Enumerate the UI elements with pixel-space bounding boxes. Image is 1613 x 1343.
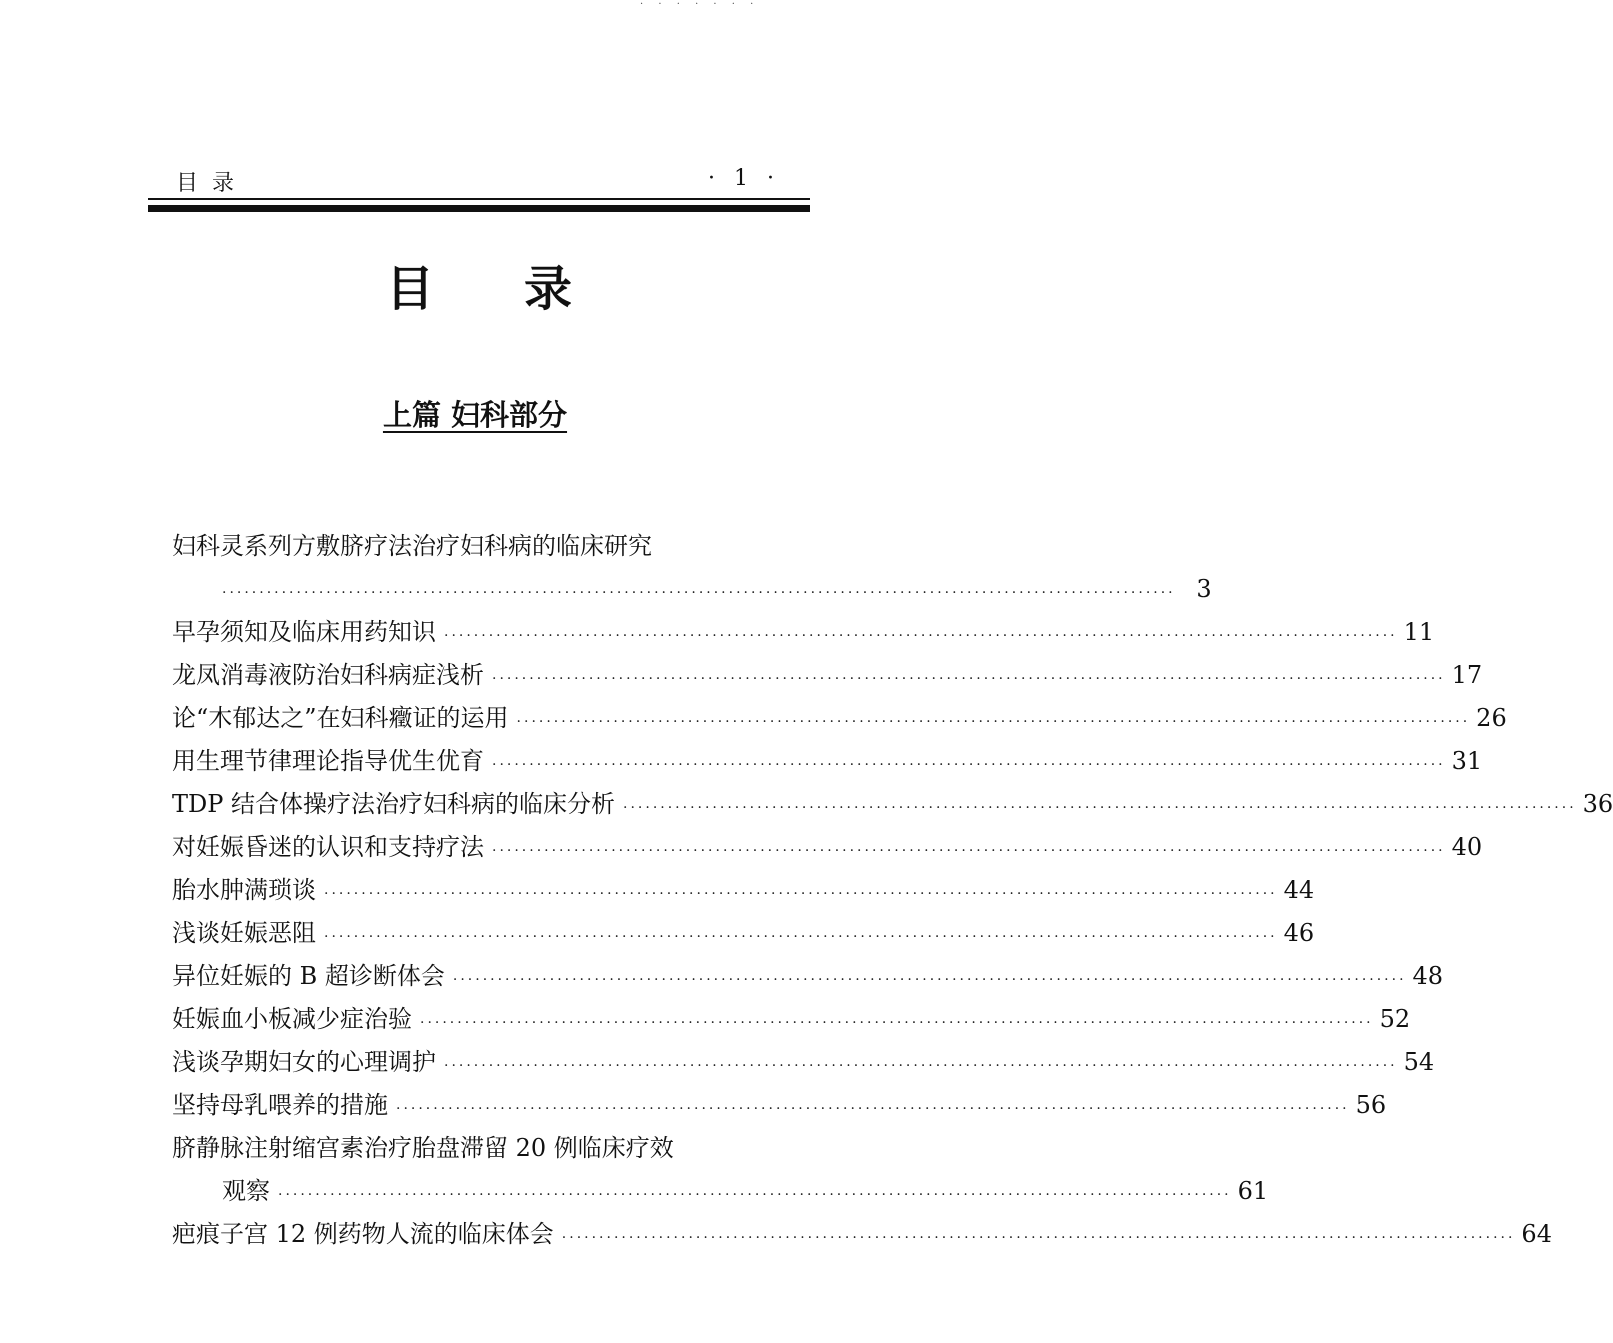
toc-entry-title: TDP 结合体操疗法治疗妇科病的临床分析 <box>172 790 616 818</box>
toc-entry <box>172 1127 810 1170</box>
toc-leader-dots: ································································································································ <box>516 714 1471 730</box>
toc-entry <box>172 783 1613 826</box>
toc-entry-page: 56 <box>1355 1091 1387 1119</box>
toc-entry-page: 52 <box>1379 1005 1411 1033</box>
toc-entry <box>172 912 1315 955</box>
toc-entry-page: 26 <box>1476 704 1507 732</box>
toc-leader-dots: ································································································································ <box>452 972 1407 988</box>
toc-entry-continuation <box>172 568 1212 611</box>
toc-entry-title-continuation: 观察 <box>222 1177 270 1205</box>
toc-entry-page: 44 <box>1283 876 1315 904</box>
toc-leader-dots: ································································································································ <box>324 929 1278 945</box>
toc-entry-title: 浅谈妊娠恶阻 <box>172 919 316 947</box>
toc-entry <box>172 525 810 568</box>
toc-entry-title: 早孕须知及临床用药知识 <box>172 618 436 646</box>
toc-entry <box>172 697 1507 740</box>
toc-entry-title: 妇科灵系列方敷脐疗法治疗妇科病的临床研究 <box>172 532 652 560</box>
toc-entry-title: 浅谈孕期妇女的心理调护 <box>172 1048 436 1076</box>
page-number: · 1 · <box>708 166 780 191</box>
toc-entry-title: 疤痕子宫 12 例药物人流的临床体会 <box>172 1220 554 1248</box>
toc-entry-title: 论“木郁达之”在妇科癥证的运用 <box>172 704 509 732</box>
toc-entry-title: 异位妊娠的 B 超诊断体会 <box>172 962 445 990</box>
running-header <box>148 166 810 196</box>
toc-leader-dots: ································································································································ <box>324 886 1278 902</box>
toc-entry-page: 46 <box>1283 919 1315 947</box>
toc-leader-dots: ································································································································ <box>222 585 1176 601</box>
toc-leader-dots: ································································································································ <box>492 671 1446 687</box>
toc-entry <box>172 869 1315 912</box>
toc-leader-dots: ································································································································ <box>278 1187 1232 1203</box>
toc-entry-title: 妊娠血小板减少症治验 <box>172 1005 412 1033</box>
toc-entry-page: 64 <box>1521 1220 1552 1248</box>
toc-entry <box>172 740 1483 783</box>
page-title: 目录 <box>385 261 662 317</box>
toc-leader-dots: ································································································································ <box>444 628 1398 644</box>
toc-entry-page: 3 <box>1196 575 1212 603</box>
section-heading <box>0 395 950 435</box>
toc-entry <box>172 826 1483 869</box>
toc-entry-title: 坚持母乳喂养的措施 <box>172 1091 388 1119</box>
toc-entry-title: 脐静脉注射缩宫素治疗胎盘滞留 20 例临床疗效 <box>172 1134 674 1162</box>
toc-entry <box>172 998 1411 1041</box>
toc-entry <box>172 654 1483 697</box>
toc-leader-dots: ································································································································ <box>420 1015 1374 1031</box>
toc-entry-title: 胎水肿满琐谈 <box>172 876 316 904</box>
toc-entry <box>172 611 1435 654</box>
scan-artifact-text: · · · · · · · <box>640 0 760 10</box>
toc-entry <box>172 955 1444 998</box>
toc-entry-title: 对妊娠昏迷的认识和支持疗法 <box>172 833 484 861</box>
toc-entry-page: 11 <box>1403 618 1435 646</box>
table-of-contents <box>172 525 1613 1256</box>
toc-leader-dots: ································································································································ <box>492 757 1446 773</box>
toc-entry-page: 48 <box>1412 962 1444 990</box>
toc-leader-dots: ································································································································ <box>623 800 1577 816</box>
toc-entry <box>172 1041 1435 1084</box>
toc-leader-dots: ································································································································ <box>561 1230 1516 1246</box>
toc-entry-page: 36 <box>1582 790 1613 818</box>
header-rule-thin <box>148 198 810 200</box>
toc-entry <box>172 1213 1552 1256</box>
toc-entry-continuation <box>172 1170 1269 1213</box>
toc-entry-page: 40 <box>1451 833 1483 861</box>
toc-leader-dots: ································································································································ <box>492 843 1446 859</box>
toc-entry-page: 54 <box>1403 1048 1435 1076</box>
toc-entry-title: 用生理节律理论指导优生优育 <box>172 747 484 775</box>
toc-entry-page: 61 <box>1237 1177 1269 1205</box>
toc-entry-page: 17 <box>1451 661 1483 689</box>
header-rule-thick <box>148 205 810 212</box>
toc-leader-dots: ································································································································ <box>396 1101 1350 1117</box>
toc-entry-title: 龙凤消毒液防治妇科病症浅析 <box>172 661 484 689</box>
running-header-title: 目录 <box>176 171 249 196</box>
toc-entry <box>172 1084 1387 1127</box>
section-heading-text: 上篇 妇科部分 <box>382 398 568 432</box>
toc-leader-dots: ································································································································ <box>444 1058 1398 1074</box>
toc-entry-page: 31 <box>1451 747 1483 775</box>
